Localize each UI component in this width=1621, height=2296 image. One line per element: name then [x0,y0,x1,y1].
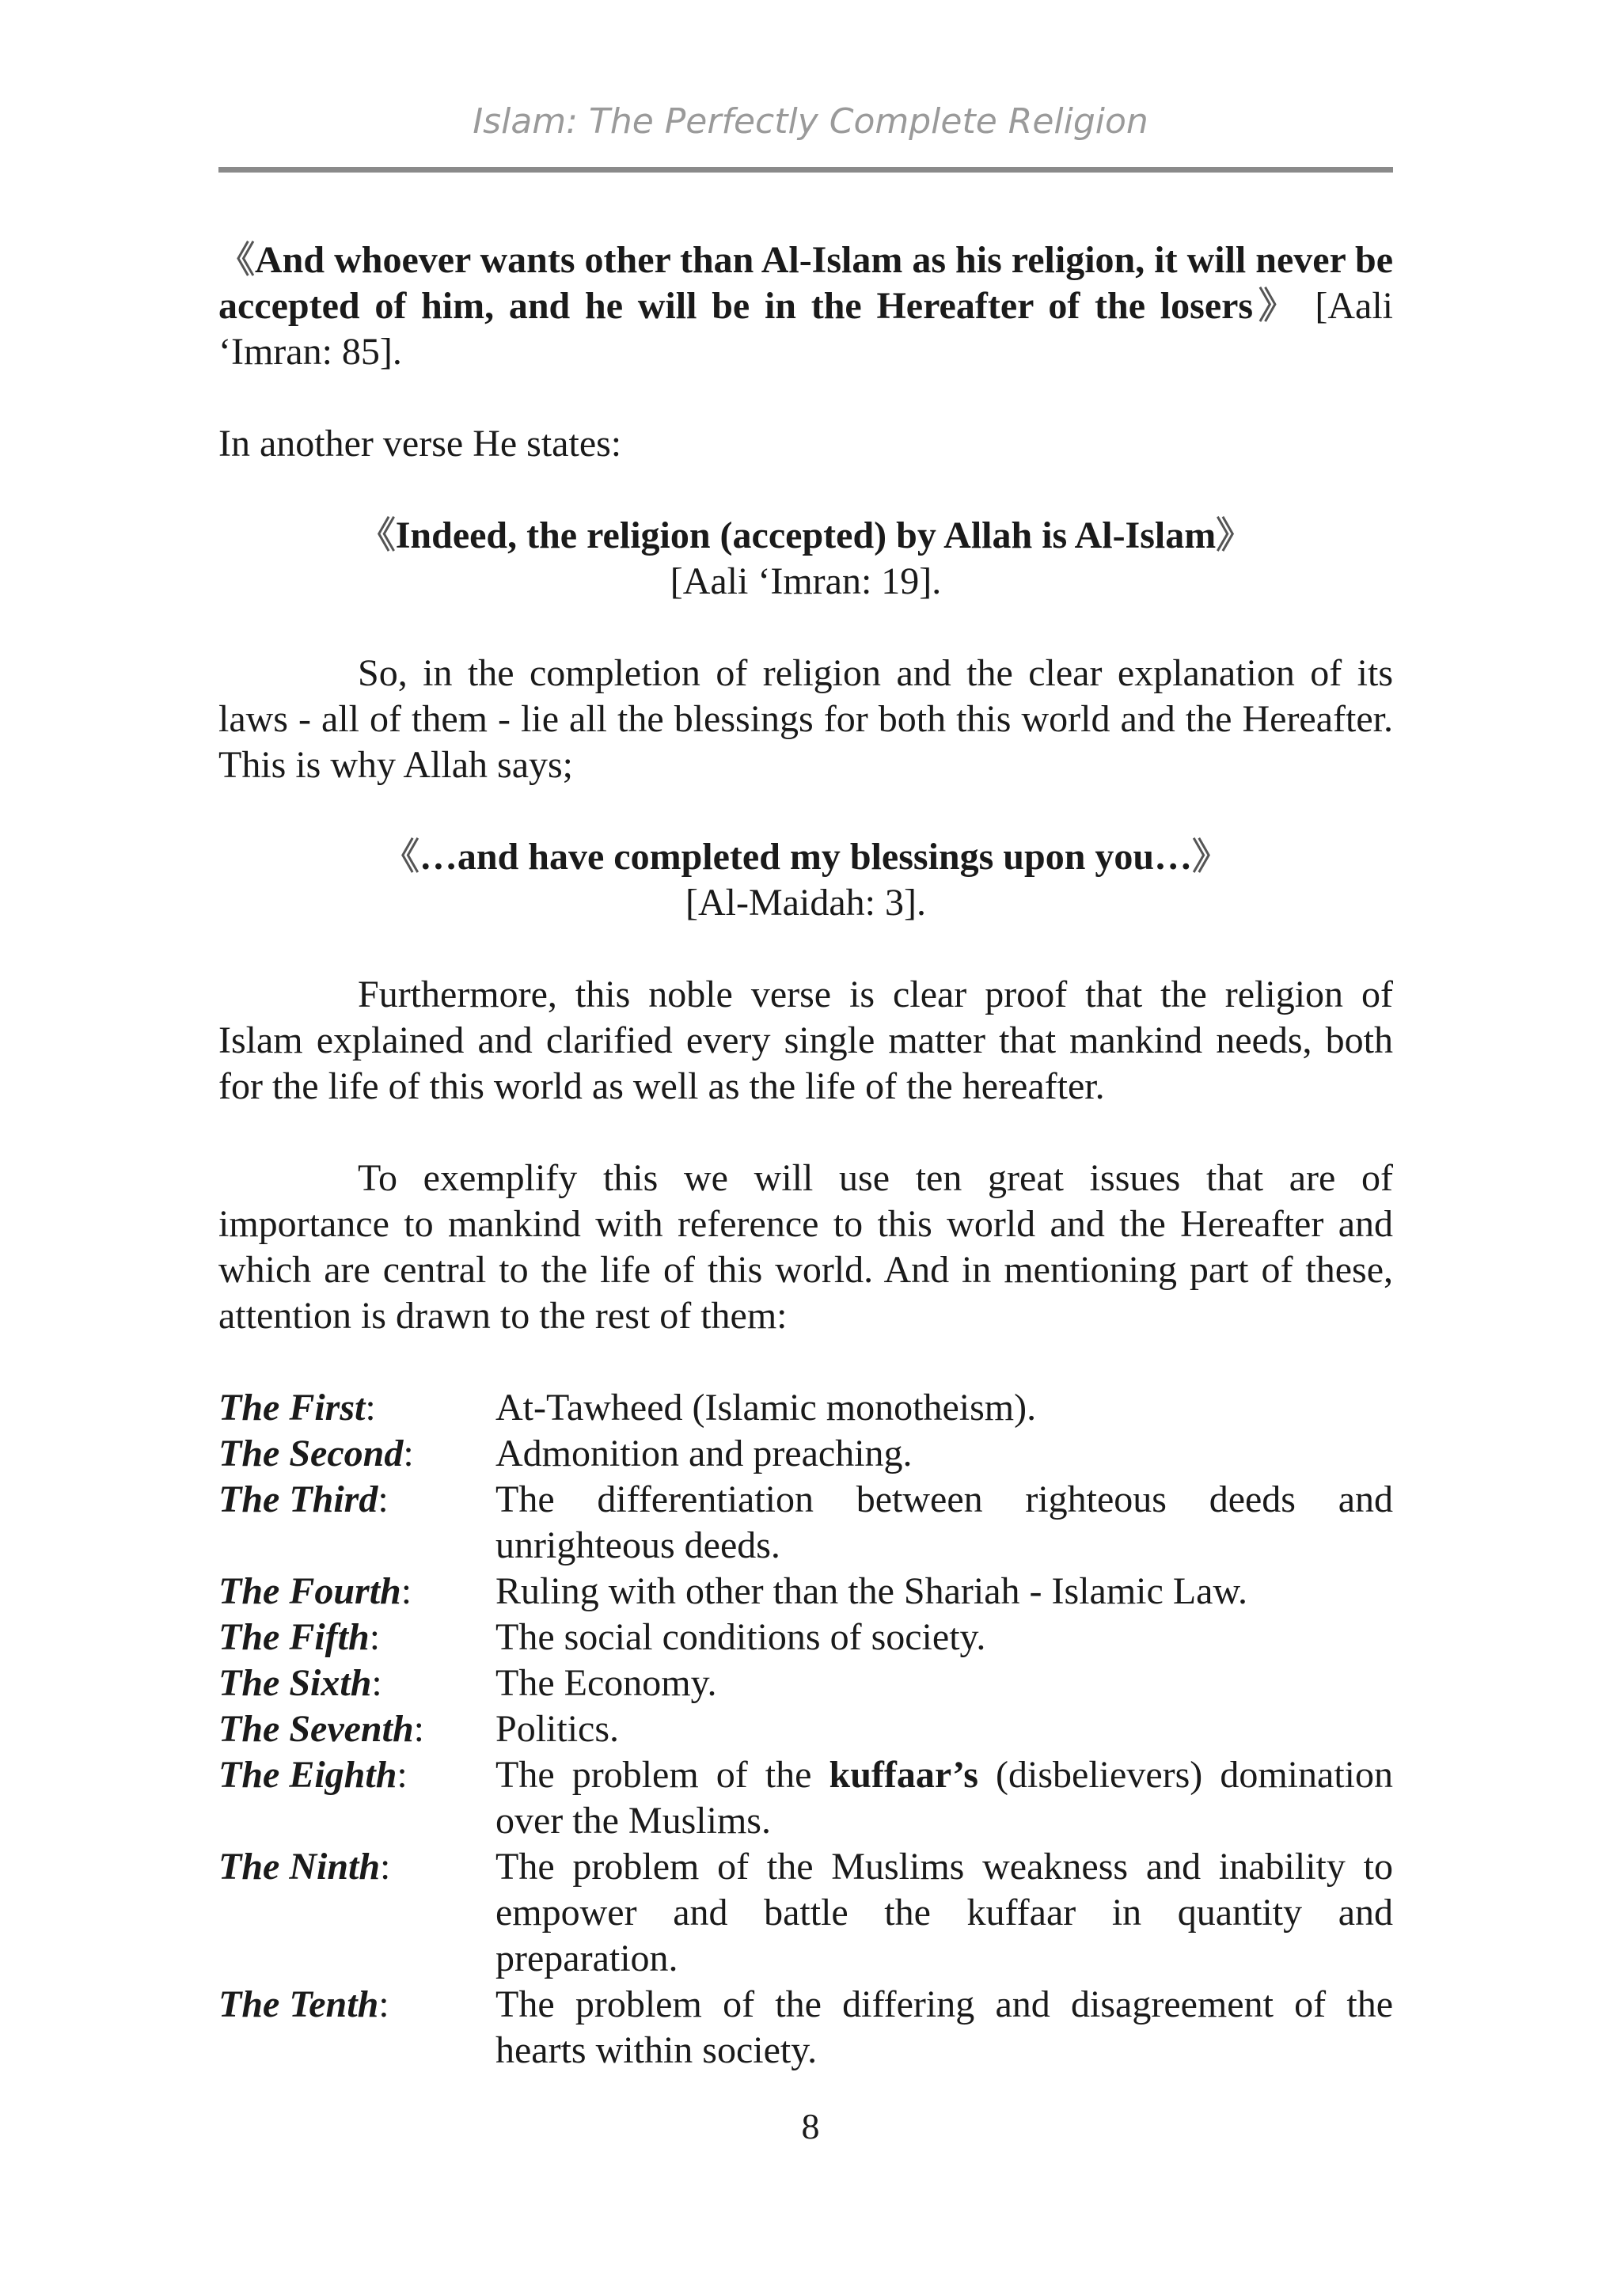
issue-description: Ruling with other than the Shariah - Islamic Law. [495,1570,1247,1612]
list-item: The First: At-Tawheed (Islamic monotheism). [218,1385,1393,1431]
ornament-close-bracket: 》 [1216,515,1253,556]
page-content [218,237,1393,2074]
issue-label: The Sixth [218,1662,372,1704]
quote-aali-imran-19 [218,513,1393,605]
header-rule [218,167,1393,173]
list-item: The Ninth: The problem of the Muslims weakness and inability to empower and battle the kuffaar in quantity and preparation. [218,1844,1393,1982]
quote-text: And whoever wants other than Al-Islam as his religion, it will never be accepted of him, and he will be in the Hereafter of the losers [218,239,1393,327]
list-item: The Fourth: Ruling with other than the Shariah - Islamic Law. [218,1569,1393,1615]
list-item: The Seventh: Politics. [218,1706,1393,1752]
issue-description: The problem of the kuffaar’s (disbelievers) domination over the Muslims. [495,1754,1393,1842]
issues-list [218,1385,1393,2074]
issue-label: The Fifth [218,1616,370,1658]
quote-citation: [Aali ‘Imran: 19]. [670,560,942,602]
paragraph-exemplify: To exemplify this we will use ten great issues that are of importance to mankind with reference to this world and the Hereafter and which are central to the life of this world. And in mentioning part of these, attention is drawn to the rest of them: [218,1157,1393,1337]
quote-text: …and have completed my blessings upon you… [419,836,1193,878]
list-item: The Third: The differentiation between righteous deeds and unrighteous deeds. [218,1477,1393,1569]
list-item: The Second: Admonition and preaching. [218,1431,1393,1477]
issue-description: Admonition and preaching. [495,1433,913,1474]
paragraph-furthermore: Furthermore, this noble verse is clear proof that the religion of Islam explained and clarified every single matter that mankind needs, both for the life of this world as well as the life of the hereafter. [218,973,1393,1107]
quote-aali-imran-85 [218,237,1393,375]
issue-description: At-Tawheed (Islamic monotheism). [495,1387,1037,1429]
issue-label: The Eighth [218,1754,397,1796]
issue-description: The problem of the Muslims weakness and inability to empower and battle the kuffaar in quantity and preparation. [495,1846,1393,1979]
ornament-open-bracket: 《 [359,515,396,556]
page-number: 8 [801,2106,820,2146]
quote-citation: [Aali ‘Imran: 85]. [218,285,1394,373]
issue-label: The Fourth [218,1570,401,1612]
issue-description: The problem of the differing and disagreement of the hearts within society. [495,1983,1393,2071]
issue-label: The Seventh [218,1708,414,1750]
list-item: The Tenth: The problem of the differing and disagreement of the hearts within society. [218,1982,1393,2074]
issue-description: The differentiation between righteous deeds and unrighteous deeds. [495,1478,1393,1566]
list-item: The Fifth: The social conditions of society. [218,1615,1393,1660]
quote-text: Indeed, the religion (accepted) by Allah is Al-Islam [395,514,1217,556]
issue-label: The First [218,1387,366,1429]
issue-label: The Tenth [218,1983,379,2025]
quote-citation: [Al-Maidah: 3]. [685,882,926,924]
quote-al-maidah-3 [218,834,1393,926]
issue-label: The Ninth [218,1846,381,1888]
issue-label: The Third [218,1478,378,1520]
issue-description: The Economy. [495,1662,717,1704]
issue-label: The Second [218,1433,404,1474]
issue-description: Politics. [495,1708,620,1750]
running-title: Islam: The Perfectly Complete Religion [473,101,1148,142]
ornament-close-bracket: 》 [1253,286,1300,326]
ornament-open-bracket: 《 [218,240,256,280]
list-item: The Sixth: The Economy. [218,1660,1393,1706]
ornament-close-bracket: 》 [1192,837,1229,877]
term-kuffaars: kuffaar’s [829,1754,978,1796]
issue-description: The social conditions of society. [495,1616,986,1658]
paragraph-another-verse: In another verse He states: [218,423,622,465]
list-item: The Eighth: The problem of the kuffaar’s (disbelievers) domination over the Muslims. [218,1752,1393,1844]
paragraph-completion: So, in the completion of religion and the clear explanation of its laws - all of them - lie all the blessings for both this world and the Hereafter. This is why Allah says; [218,652,1393,786]
ornament-open-bracket: 《 [382,837,419,877]
